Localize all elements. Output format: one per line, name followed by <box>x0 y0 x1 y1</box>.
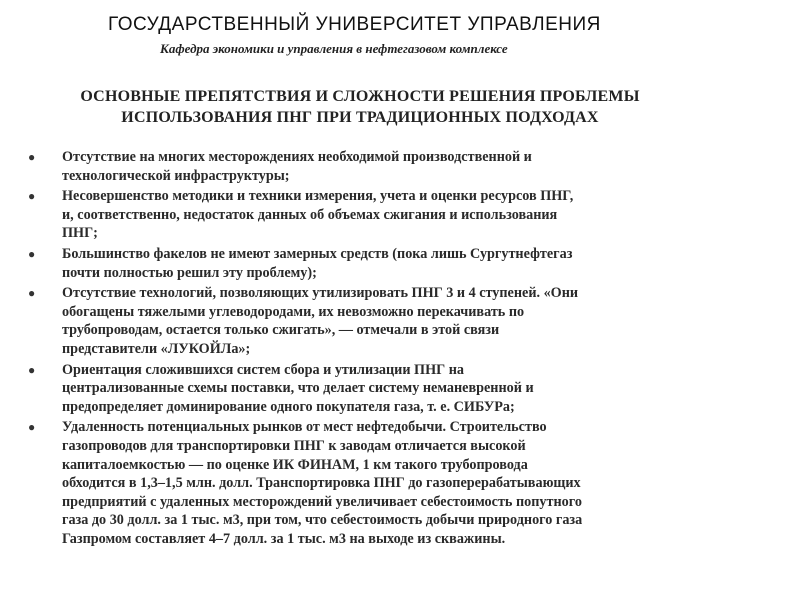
bullet-icon: ● <box>28 189 36 204</box>
list-item-line: Отсутствие на многих месторождениях необходимой производственной и <box>62 149 532 165</box>
list-item-line: капиталоемкостью — по оценке ИК ФИНАМ, 1 км такого трубопровода <box>62 456 528 473</box>
bullet-icon: ● <box>28 286 36 301</box>
slide-title <box>0 86 720 128</box>
slide-title-line-2: ИСПОЛЬЗОВАНИЯ ПНГ ПРИ ТРАДИЦИОННЫХ ПОДХОДАХ <box>121 109 599 126</box>
list-item-line: ПНГ; <box>62 225 98 242</box>
list-item-line: Ориентация сложившихся систем сбора и утилизации ПНГ на <box>62 361 464 378</box>
list-item-line: Несовершенство методики и техники измерения, учета и оценки ресурсов ПНГ, <box>62 188 574 205</box>
list-item <box>28 361 708 417</box>
list-item-line: Отсутствие технологий, позволяющих утилизировать ПНГ 3 и 4 ступеней. «Они <box>62 285 579 302</box>
list-item-line: почти полностью решил эту проблему); <box>62 264 317 281</box>
list-item <box>28 284 708 358</box>
list-item-line: представители «ЛУКОЙЛа»; <box>62 340 251 357</box>
slide-title-line-1: ОСНОВНЫЕ ПРЕПЯТСТВИЯ И СЛОЖНОСТИ РЕШЕНИЯ ПРОБЛЕМЫ <box>80 88 640 105</box>
list-item <box>28 187 708 243</box>
list-item-line: предопределяет доминирование одного покупателя газа, т. е. СИБУРа; <box>62 398 515 415</box>
department-subtitle: Кафедра экономики и управления в нефтегазовом комплексе <box>160 41 508 56</box>
list-item-line: Газпромом составляет 4–7 долл. за 1 тыс. м3 на выходе из скважины. <box>62 530 506 547</box>
list-item-line: Удаленность потенциальных рынков от мест нефтедобычи. Строительство <box>62 419 547 436</box>
list-item-line: газопроводов для транспортировки ПНГ к заводам отличается высокой <box>62 437 526 454</box>
university-title: ГОСУДАРСТВЕННЫЙ УНИВЕРСИТЕТ УПРАВЛЕНИЯ <box>108 14 601 35</box>
list-item-line: предприятий с удаленных месторождений увеличивает себестоимость попутного <box>62 493 582 510</box>
list-item-line: Большинство факелов не имеют замерных средств (пока лишь Сургутнефтегаз <box>62 245 573 262</box>
bullet-list <box>28 148 708 550</box>
list-item <box>28 418 708 548</box>
bullet-icon: ● <box>28 420 36 435</box>
bullet-icon: ● <box>28 362 36 377</box>
list-item-line: газа до 30 долл. за 1 тыс. м3, при том, что себестоимость добычи природного газа <box>62 512 583 529</box>
list-item <box>28 148 708 185</box>
list-item-line: централизованные схемы поставки, что делает систему неманевренной и <box>62 380 534 397</box>
bullet-icon: ● <box>28 246 36 261</box>
list-item-line: и, соответственно, недостаток данных об объемах сжигания и использования <box>62 206 558 223</box>
bullet-icon: ● <box>28 150 36 164</box>
list-item <box>28 245 708 282</box>
list-item-line: обходится в 1,3–1,5 млн. долл. Транспортировка ПНГ до газоперерабатывающих <box>62 475 581 492</box>
list-item-line: обогащены тяжелыми углеводородами, их невозможно перекачивать по <box>62 303 525 320</box>
list-item-line: трубопроводам, остается только сжигать», — отмечали в этой связи <box>62 322 500 339</box>
list-item-line: технологической инфраструктуры; <box>62 167 290 184</box>
